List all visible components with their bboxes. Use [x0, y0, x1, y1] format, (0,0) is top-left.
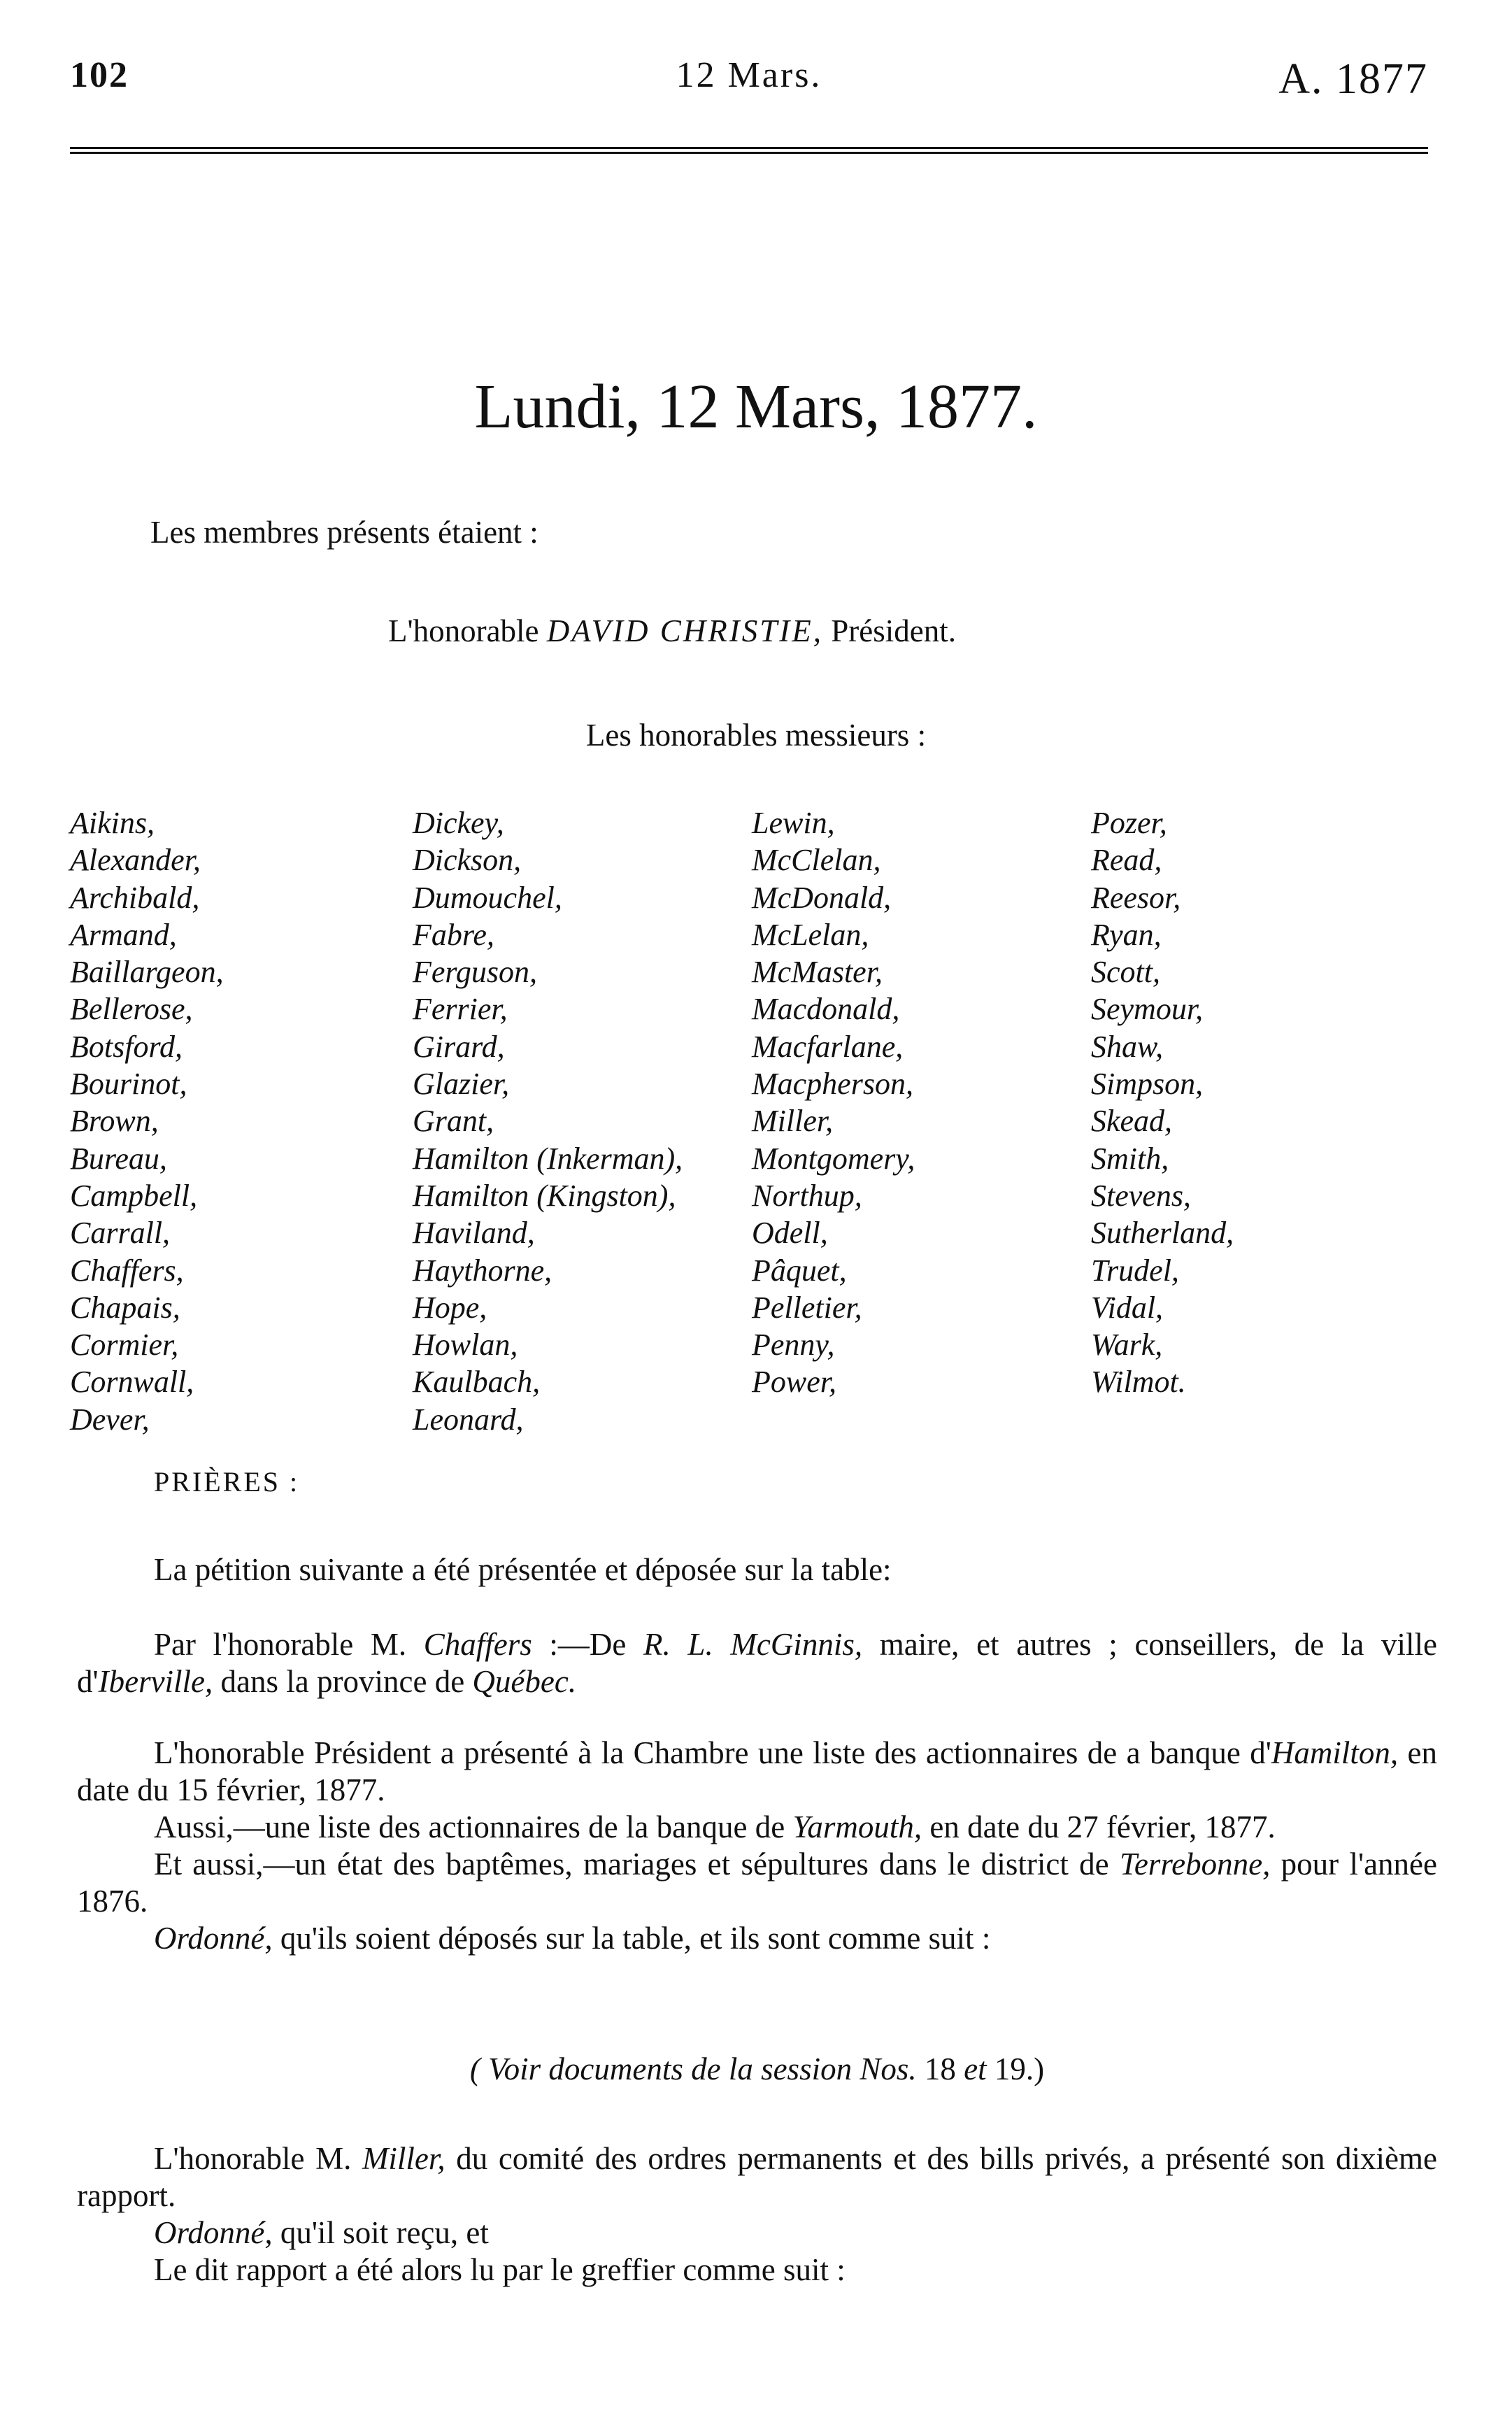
text-run: Aussi,—une liste des actionnaires de la banque de [154, 1809, 793, 1844]
header-year: A. 1877 [1278, 55, 1428, 103]
member-name: Haythorne, [413, 1253, 552, 1288]
header-date: 12 Mars. [676, 55, 822, 95]
member-name: Reesor, [1091, 880, 1181, 915]
member-name: Chapais, [70, 1290, 180, 1325]
province-name: Québec. [472, 1664, 577, 1699]
member-name: Alexander, [70, 843, 201, 878]
president-prefix: L'honorable [388, 613, 539, 648]
text-run: :—De [532, 1627, 644, 1662]
member-name: Dumouchel, [413, 880, 562, 915]
names-column-2 [413, 804, 683, 1438]
members-list [70, 804, 1434, 1437]
member-name: Glazier, [413, 1067, 510, 1102]
names-column-4 [1091, 804, 1234, 1401]
member-name: Hope, [413, 1290, 487, 1325]
member-name: McLelan, [752, 917, 869, 952]
text-run: et [964, 2051, 987, 2086]
para-ordonne-2 [77, 2214, 1437, 2252]
header-double-rule [70, 147, 1428, 154]
member-name: Miller, [752, 1104, 834, 1139]
page-number: 102 [70, 55, 129, 95]
member-name: Dickey, [413, 806, 504, 840]
text-run: Nos. [860, 2051, 917, 2086]
member-name: Kaulbach, [413, 1365, 541, 1400]
member-name: Ryan, [1091, 917, 1162, 952]
member-name: McDonald, [752, 880, 892, 915]
petition-intro: La pétition suivante a été présentée et déposée sur la table: [154, 1552, 892, 1587]
member-name: McMaster, [752, 955, 883, 990]
text-run: ( Voir documents de la session [469, 2051, 860, 2086]
member-name: Leonard, [413, 1402, 524, 1437]
member-name: Pelletier, [752, 1290, 862, 1325]
member-name: Bureau, [70, 1141, 167, 1176]
para-ordonne [77, 1920, 1437, 1957]
member-name: Dickson, [413, 843, 522, 878]
para-rapport: Le dit rapport a été alors lu par le greffier comme suit : [154, 2252, 846, 2287]
member-name: Ferguson, [413, 955, 538, 990]
running-header [70, 55, 1428, 118]
ordered-word: Ordonné, [154, 1921, 273, 1956]
member-name: Northup, [752, 1178, 862, 1213]
member-name: Skead, [1091, 1104, 1173, 1139]
shareholders-paragraph [77, 1735, 1437, 1957]
member-name: Scott, [1091, 955, 1160, 990]
member-name: Grant, [413, 1104, 494, 1139]
para-yarmouth [77, 1809, 1437, 1846]
member-name: Stevens, [1091, 1178, 1191, 1213]
text-run: 18 [916, 2051, 964, 2086]
member-name: Macpherson, [752, 1067, 913, 1102]
member-name: Cormier, [70, 1328, 179, 1363]
miller-report-paragraph [77, 2140, 1437, 2289]
member-name: Pâquet, [752, 1253, 847, 1288]
petition-paragraph [77, 1626, 1437, 1700]
session-documents-note [77, 2051, 1437, 2088]
member-name: Howlan, [413, 1328, 518, 1363]
member-name: Trudel, [1091, 1253, 1179, 1288]
petitioner-name: R. L. McGinnis, [643, 1627, 863, 1662]
member-name: McClelan, [752, 843, 881, 878]
member-name: Montgomery, [752, 1141, 915, 1176]
member-name: Shaw, [1091, 1029, 1164, 1064]
member-name: Brown, [70, 1104, 159, 1139]
text-run: L'honorable Président a présenté à la Chambre une liste des actionnaires de a banque d' [154, 1735, 1271, 1770]
names-column-1 [70, 804, 224, 1438]
member-name: Ferrier, [413, 992, 508, 1027]
member-name: Power, [752, 1365, 836, 1400]
member-name: Vidal, [1091, 1290, 1164, 1325]
member-name: Wark, [1091, 1328, 1163, 1363]
member-name: Carrall, [70, 1216, 171, 1251]
para-terrebonne [77, 1846, 1437, 1920]
member-name: Fabre, [413, 917, 494, 952]
member-name: Lewin, [752, 806, 835, 840]
page-title: Lundi, 12 Mars, 1877. [474, 372, 1038, 441]
member-name: Campbell, [70, 1178, 198, 1213]
place-name: Terrebonne, [1119, 1847, 1271, 1882]
president-role: Président. [831, 613, 956, 648]
member-name: Baillargeon, [70, 955, 224, 990]
member-name: Macdonald, [752, 992, 900, 1027]
members-intro: Les membres présents étaient : [150, 515, 539, 550]
member-name: Wilmot. [1091, 1365, 1186, 1400]
president-name: DAVID CHRISTIE, [546, 613, 823, 648]
text-run: dans la province de [213, 1664, 473, 1699]
text-run: maire, et autres ; conseillers, de la ville d' [77, 1627, 1437, 1699]
petition-text [77, 1626, 1437, 1700]
member-name: Girard, [413, 1029, 505, 1064]
member-name: Dever, [70, 1402, 150, 1437]
text-run: Par l'honorable M. [154, 1627, 424, 1662]
text-run: pour l'année 1876. [77, 1847, 1438, 1919]
member-name: Seymour, [1091, 992, 1204, 1027]
member-name: Chaffers [423, 1627, 532, 1662]
member-name: Hamilton (Kingston), [413, 1178, 676, 1213]
honorables-intro: Les honorables messieurs : [585, 718, 927, 753]
place-name: Yarmouth, [792, 1809, 922, 1844]
president-line [388, 613, 956, 649]
text-run: L'honorable M. [154, 2141, 362, 2176]
member-name: Miller, [362, 2141, 445, 2176]
member-name: Bellerose, [70, 992, 193, 1027]
place-name: Hamilton, [1271, 1735, 1399, 1770]
text-run: en date du 15 février, 1877. [77, 1735, 1437, 1807]
member-name: Pozer, [1091, 806, 1167, 840]
text-run: Et aussi,—un état des baptêmes, mariages et sépultures dans le district de [154, 1847, 1120, 1882]
names-column-3 [752, 804, 915, 1401]
text-run: qu'ils soient déposés sur la table, et ils sont comme suit : [272, 1921, 991, 1956]
member-name: Read, [1091, 843, 1162, 878]
text-run: du comité des ordres permanents et des bills privés, a présenté son dixième rapport. [77, 2141, 1437, 2213]
prayers-heading: PRIÈRES : [154, 1466, 300, 1498]
member-name: Macfarlane, [752, 1029, 904, 1064]
ordered-word: Ordonné, [154, 2215, 273, 2250]
para-miller [77, 2140, 1437, 2214]
member-name: Chaffers, [70, 1253, 184, 1288]
member-name: Archibald, [70, 880, 200, 915]
member-name: Botsford, [70, 1029, 183, 1064]
text-run: qu'il soit reçu, et [272, 2215, 489, 2250]
member-name: Haviland, [413, 1216, 535, 1251]
member-name: Cornwall, [70, 1365, 194, 1400]
member-name: Armand, [70, 917, 177, 952]
member-name: Penny, [752, 1328, 835, 1363]
member-name: Simpson, [1091, 1067, 1204, 1102]
member-name: Sutherland, [1091, 1216, 1234, 1251]
para-hamilton [77, 1735, 1437, 1809]
member-name: Aikins, [70, 806, 155, 840]
text-run: en date du 27 février, 1877. [922, 1809, 1276, 1844]
member-name: Hamilton (Inkerman), [413, 1141, 683, 1176]
member-name: Smith, [1091, 1141, 1169, 1176]
place-name: Iberville, [98, 1664, 213, 1699]
member-name: Bourinot, [70, 1067, 187, 1102]
text-run: 19.) [986, 2051, 1045, 2086]
member-name: Odell, [752, 1216, 828, 1251]
